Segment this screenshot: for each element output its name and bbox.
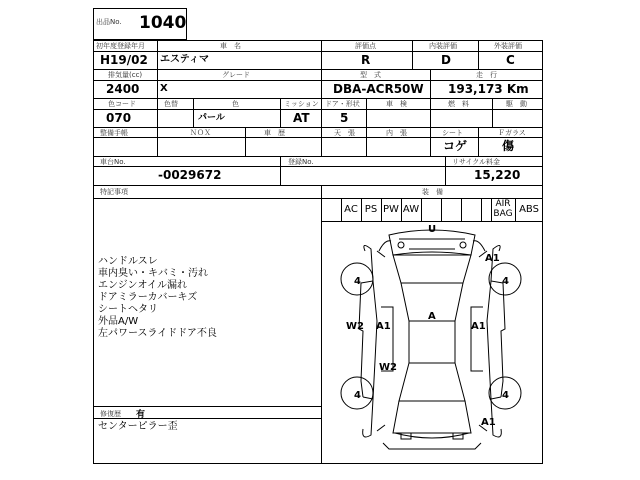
displacement-value: 2400 [106, 82, 140, 96]
sunroof-label: 天 張 [334, 129, 355, 137]
rule [321, 98, 322, 127]
model-label: 型 式 [360, 71, 381, 79]
exterior-value: C [506, 53, 515, 67]
recycle-label: リサイクル料金 [452, 158, 501, 166]
note-3: エンジンオイル漏れ [98, 280, 187, 291]
recycle-value: 15,220 [474, 168, 521, 182]
chassis-label: 車台No. [100, 158, 126, 166]
rule [430, 127, 431, 156]
rule [321, 127, 322, 156]
rule [478, 127, 479, 156]
rule [93, 127, 543, 128]
chassis-value: -0029672 [158, 168, 222, 182]
mark-fr-right: A1 [485, 253, 500, 264]
rule [93, 137, 543, 138]
rule [430, 69, 431, 98]
note-1: ハンドルスレ [98, 256, 158, 267]
rule [93, 80, 543, 81]
grade-value: X [160, 83, 168, 94]
note-7: 左パワースライドドア不良 [98, 328, 217, 339]
color-value: パール [198, 113, 225, 123]
equip-ac: AC [344, 204, 358, 215]
rule [245, 127, 246, 156]
equipment-row [321, 199, 543, 221]
note-6: 外品A/W [98, 316, 139, 327]
color-code-value: 070 [106, 111, 132, 125]
repair-value: 有 [136, 410, 146, 420]
mark-rear-left: 4 [354, 390, 361, 401]
rule [93, 156, 543, 157]
interior2-label: 内 張 [386, 129, 407, 137]
mark-rear-glass: W2 [379, 362, 397, 373]
doors-value: 5 [340, 111, 349, 125]
glass-value: 傷 [502, 139, 515, 153]
equip-ps: PS [364, 204, 378, 215]
rule [93, 51, 543, 52]
seat-label: シート [442, 129, 463, 137]
exterior-label: 外装評価 [494, 42, 522, 50]
notes-title: 特記事項 [100, 188, 128, 196]
mark-right-panel: A1 [471, 321, 486, 332]
color-type-label: 色替 [164, 100, 178, 108]
equip-aw: AW [402, 204, 420, 215]
rule [412, 40, 413, 69]
mark-top: U [428, 224, 437, 235]
rule [93, 69, 543, 70]
rule [157, 98, 158, 127]
rule [321, 40, 322, 69]
year-label: 初年度登録年月 [96, 42, 145, 50]
rule [93, 406, 321, 407]
name-label: 車 名 [220, 42, 241, 50]
drive-label: 駆 動 [506, 100, 527, 108]
note-4: ドアミラーカバーキズ [98, 292, 198, 303]
seat-value: コゲ [443, 139, 468, 153]
service-book-label: 整備手帳 [100, 129, 128, 137]
interior-value: D [441, 53, 451, 67]
transmission-label: ミッション [284, 100, 319, 108]
equip-airbag: AIR BAG [493, 199, 513, 219]
fuel-label: 燃 料 [448, 100, 469, 108]
equip-abs: ABS [519, 204, 539, 215]
rule [366, 98, 367, 127]
car-diagram [321, 221, 543, 464]
rule [280, 156, 281, 185]
repair-note: センターピラー歪 [98, 421, 178, 432]
rule [280, 98, 281, 127]
mark-rear-bumper: A1 [481, 417, 496, 428]
mileage-label: 走 行 [476, 71, 497, 79]
rule [93, 109, 543, 110]
doors-label: ドア・形状 [325, 100, 360, 108]
mileage-value: 193,173 Km [448, 82, 529, 96]
model-value: DBA-ACR50W [333, 82, 424, 96]
history-label: 車 歴 [264, 129, 285, 137]
nox-label: ＮＯＸ [190, 129, 211, 137]
note-2: 車内臭い・キバミ・汚れ [98, 268, 208, 279]
rule [157, 127, 158, 156]
grade-label: グレード [222, 71, 250, 79]
mark-front-left: 4 [354, 276, 361, 287]
mark-rear-right: 4 [502, 390, 509, 401]
name-value: エスティマ [160, 54, 209, 65]
score-value: R [361, 53, 371, 67]
lot-number: 1040 [139, 13, 187, 33]
note-5: シートヘタリ [98, 304, 158, 315]
lot-label: 出品No. [96, 18, 122, 26]
mark-left-side: W2 [346, 321, 364, 332]
rule [93, 98, 543, 99]
rule [430, 98, 431, 127]
rule [445, 156, 446, 185]
color-label: 色 [232, 100, 239, 108]
rule [93, 418, 321, 419]
displacement-label: 排気量(cc) [108, 71, 143, 79]
rule [157, 69, 158, 98]
interior-label: 内装評価 [429, 42, 457, 50]
rule [366, 127, 367, 156]
repair-label: 修復歴 [100, 410, 121, 418]
year-value: H19/02 [100, 53, 148, 67]
capacity-label: 車 検 [386, 100, 407, 108]
rule [321, 69, 322, 98]
color-code-label: 色コード [108, 100, 136, 108]
rule [478, 40, 479, 69]
rule [157, 40, 158, 69]
transmission-value: AT [293, 111, 310, 125]
mark-roof: A [428, 311, 436, 322]
score-label: 評価点 [355, 42, 376, 50]
equip-pw: PW [383, 204, 399, 215]
mark-front-right: 4 [502, 276, 509, 287]
rule [93, 185, 543, 186]
rule [193, 98, 194, 127]
glass-label: Ｆガラス [498, 129, 526, 137]
registration-label: 登録No. [288, 158, 314, 166]
rule [492, 98, 493, 127]
mark-left-panel: A1 [376, 321, 391, 332]
equipment-title: 装 備 [422, 188, 443, 196]
